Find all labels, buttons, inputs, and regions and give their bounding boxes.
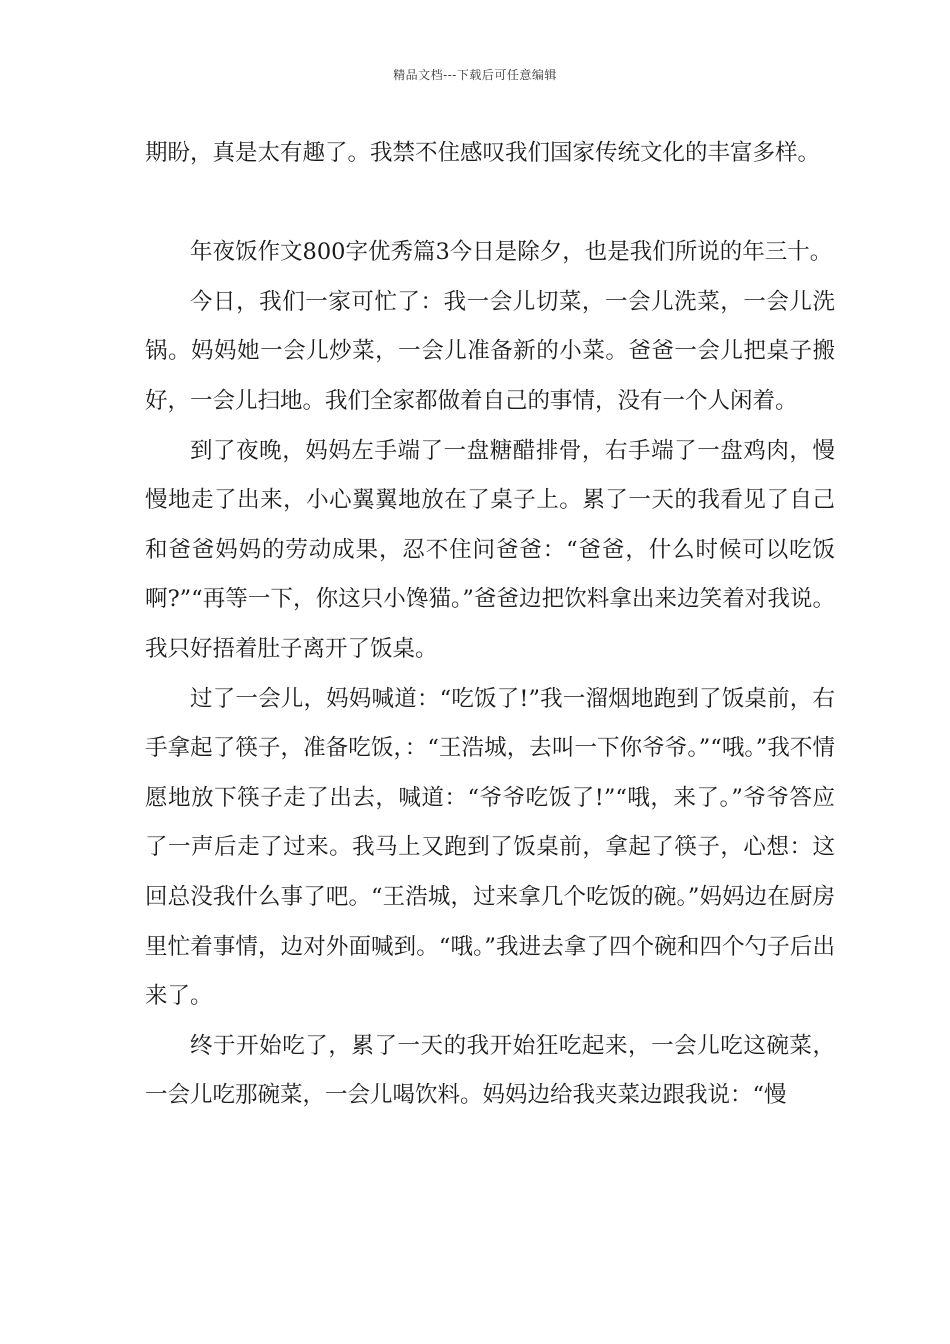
paragraph-busy-family: 今日，我们一家可忙了：我一会儿切菜，一会儿洗菜，一会儿洗锅。妈妈她一会儿炒菜，一会儿准备新的小菜。爸爸一会儿把桌子搬好，一会儿扫地。我们全家都做着自己的事情，没有一个人闲着。 bbox=[145, 288, 835, 414]
paragraph-continuation: 期盼，真是太有趣了。我禁不住感叹我们国家传统文化的丰富多样。 bbox=[145, 140, 821, 166]
paragraph-title-intro: 年夜饭作文800字优秀篇3今日是除夕，也是我们所说的年三十。 bbox=[190, 239, 833, 266]
paragraph-evening-dishes: 到了夜晚，妈妈左手端了一盘糖醋排骨，右手端了一盘鸡肉，慢慢地走了出来，小心翼翼地放在了桌子上。累了一天的我看见了自己和爸爸妈妈的劳动成果，忍不住问爸爸：“爸爸，什么时候可以吃饭啊?”“再等一下，你这只小馋猫。”爸爸边把饮料拿出来边笑着对我说。我只好捂着肚子离开了饭桌。 bbox=[145, 437, 835, 662]
paragraph-start-eating: 终于开始吃了，累了一天的我开始狂吃起来，一会儿吃这碗菜，一会儿吃那碗菜，一会儿喝饮料。妈妈边给我夹菜边跟我说：“慢 bbox=[145, 1032, 835, 1109]
document-body bbox=[145, 129, 835, 1121]
page-header: 精品文档---下载后可任意编辑 bbox=[393, 68, 557, 82]
paragraph-call-to-eat: 过了一会儿，妈妈喊道：“吃饭了!”我一溜烟地跑到了饭桌前，右手拿起了筷子，准备吃饭，：“王浩城，去叫一下你爷爷。”“哦。”我不情愿地放下筷子走了出去，喊道：“爷爷吃饭了!”“哦，来了。”爷爷答应了一声后走了过来。我马上又跑到了饭桌前，拿起了筷子，心想：这回总没我什么事了吧。“王浩城，过来拿几个吃饭的碗。”妈妈边在厨房里忙着事情，边对外面喊到。“哦。”我进去拿了四个碗和四个勺子后出来了。 bbox=[145, 685, 835, 1010]
